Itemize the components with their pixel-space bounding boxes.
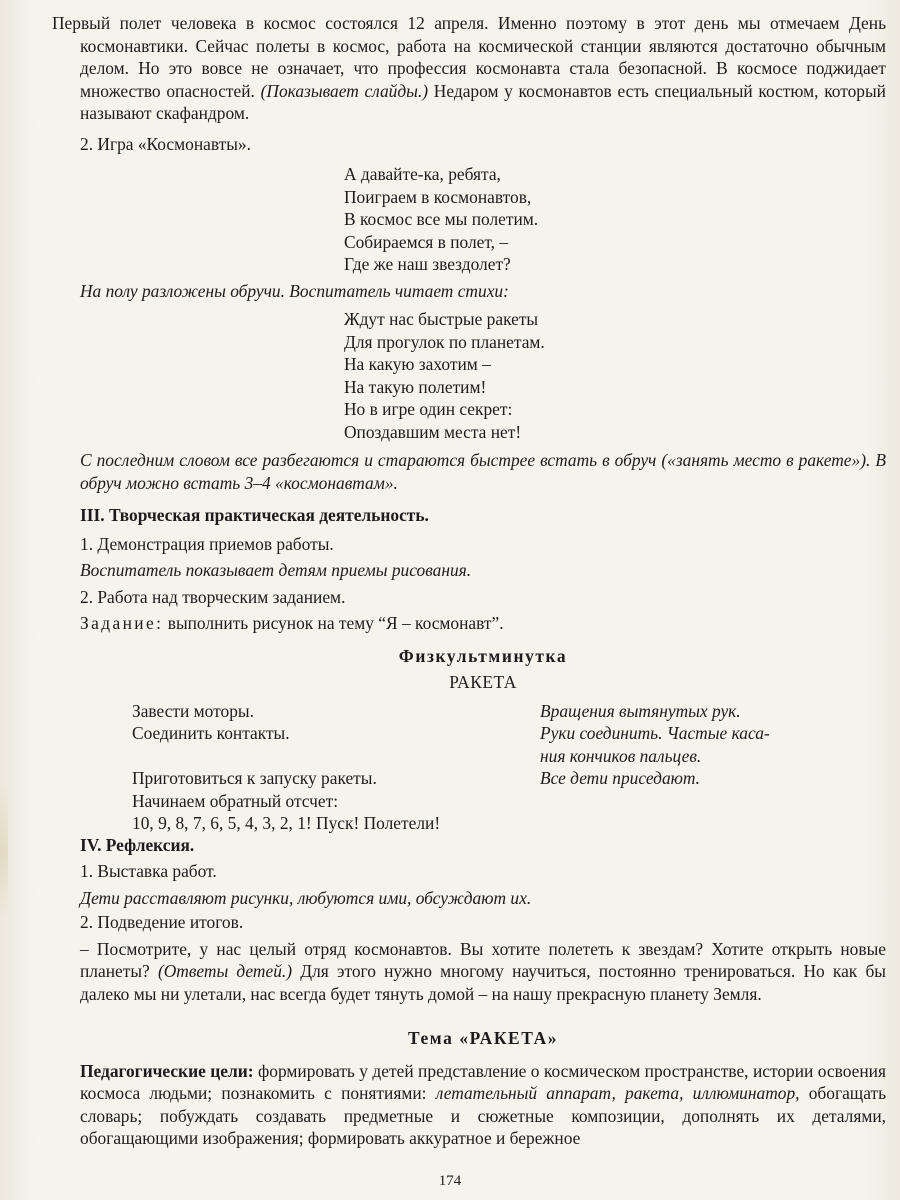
poem-line: В космос все мы полетим.	[344, 209, 539, 229]
goals-label: Педагогические цели:	[80, 1060, 254, 1081]
exercise-action: Все дети приседают.	[540, 768, 701, 788]
reflection-2: 2. Подведение итогов.	[80, 912, 244, 932]
closing-italic-note: (Ответы детей.)	[157, 961, 293, 981]
task	[80, 612, 886, 635]
task-text: выполнить рисунок на тему “Я – космонавт”.	[167, 613, 504, 633]
poem-line: Но в игре один секрет:	[344, 399, 513, 419]
reflection-1-note: Дети расставляют рисунки, любуются ими, обсуждают их.	[80, 887, 532, 908]
page-number: 174	[438, 1173, 462, 1189]
poem-line: На какую захотим –	[344, 354, 491, 374]
poem-1	[344, 163, 886, 276]
poem-line: Ждут нас быстрые ракеты	[344, 309, 539, 329]
closing-text-b: Для этого нужно многому научиться, постоянно тренироваться. Но как бы далеко мы ни улетали, нас всегда будет тянуть домой – на нашу прекрасную планету Земля.	[80, 961, 886, 1004]
goals-terms: летательный аппарат, ракета, иллюминатор,	[435, 1083, 800, 1103]
section-4-title: IV. Рефлексия.	[80, 834, 195, 855]
exercise-table	[80, 700, 886, 833]
fizkult-subtitle: РАКЕТА	[449, 672, 517, 692]
goals-paragraph	[80, 1060, 886, 1150]
poem-2	[344, 308, 886, 443]
intro-tail: Недаром у космонавтов есть специальный костюм, который называют скафандром.	[80, 80, 886, 123]
exercise-command: Соединить контакты.	[132, 723, 290, 743]
poem-line: Где же наш звездолет?	[344, 254, 511, 274]
poem-line: Для прогулок по планетам.	[344, 331, 545, 352]
step-2: 2. Работа над творческим заданием.	[80, 586, 346, 607]
step-1: 1. Демонстрация приемов работы.	[80, 533, 334, 554]
exercise-command: Завести моторы.	[132, 700, 254, 721]
poem-line: Собираемся в полет, –	[344, 231, 509, 252]
task-label: Задание:	[80, 613, 164, 633]
exercise-action: ния кончиков пальцев.	[540, 745, 702, 766]
closing-text-a: – Посмотрите, у нас целый отряд космонавтов. Вы хотите полететь к звездам? Хотите открыть новые планеты?	[80, 938, 886, 981]
goals-text-a: формировать у детей представление о космическом пространстве, истории освоения космоса людьми; познакомить с понятиями:	[80, 1060, 886, 1103]
poem-line: А давайте-ка, ребята,	[344, 164, 501, 184]
exercise-command: 10, 9, 8, 7, 6, 5, 4, 3, 2, 1! Пуск! Полетели!	[132, 813, 441, 833]
goals-text-b: обогащать словарь; побуждать создавать предметные и сюжетные композиции, дополнять их деталями, обогащающими изображения; формировать аккуратное и бережное	[80, 1083, 886, 1148]
poem-line: Поиграем в космонавтов,	[344, 186, 532, 207]
game-rule: С последним словом все разбегаются и стараются быстрее встать в обруч («занять место в ракете»). В обруч можно встать 3–4 «космонавтам».	[80, 450, 886, 493]
page-content	[52, 12, 886, 1150]
closing-paragraph	[80, 938, 886, 1006]
intro-paragraph	[52, 12, 886, 125]
reflection-1: 1. Выставка работ.	[80, 861, 217, 881]
exercise-actions	[540, 700, 840, 790]
topic-title: Тема «РАКЕТА»	[407, 1028, 559, 1048]
intro-text: Первый полет человека в космос состоялся 12 апреля. Именно поэтому в этот день мы отмечаем День космонавтики. Сейчас полеты в космос, работа на космической станции являются достаточно обычным делом. Но это вовсе не означает, что профессия космонавта стала безопасной. В космосе поджидает множество опасностей.	[52, 13, 886, 101]
step-1-note: Воспитатель показывает детям приемы рисования.	[80, 560, 472, 580]
page-stain	[0, 780, 8, 920]
intro-italic-note: (Показывает слайды.)	[260, 80, 429, 101]
fizkult-title: Физкультминутка	[398, 645, 568, 666]
poem-line: Опоздавшим места нет!	[344, 421, 522, 442]
exercise-action: Вращения вытянутых рук.	[540, 700, 741, 721]
exercise-command	[132, 745, 532, 768]
poem-line: На такую полетим!	[344, 376, 487, 397]
exercise-command: Приготовиться к запуску ракеты.	[132, 768, 377, 788]
game-instruction: На полу разложены обручи. Воспитатель читает стихи:	[80, 280, 509, 301]
exercise-action: Руки соединить. Частые каса-	[540, 723, 770, 743]
section-3-title: III. Творческая практическая деятельность.	[80, 505, 429, 525]
exercise-command: Начинаем обратный отсчет:	[132, 790, 339, 811]
exercise-commands	[132, 700, 532, 835]
game-title: 2. Игра «Космонавты».	[80, 133, 251, 154]
